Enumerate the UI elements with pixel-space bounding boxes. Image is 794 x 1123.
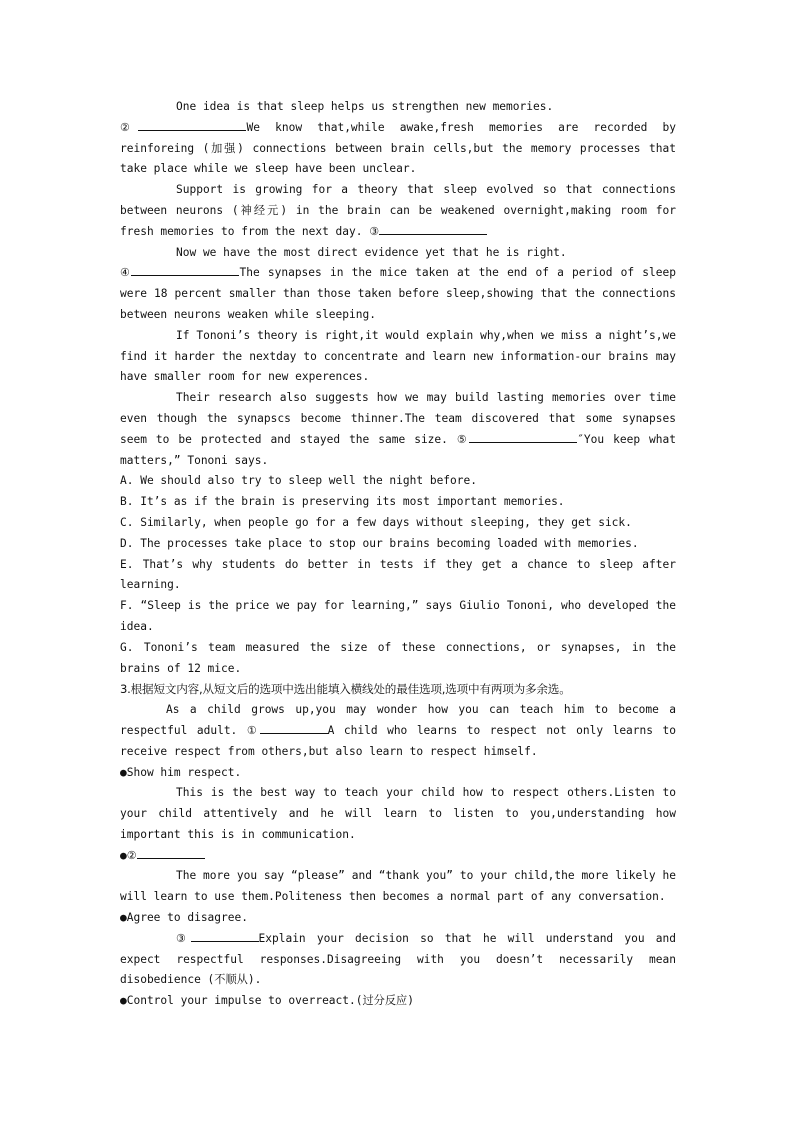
paragraph-text: Their research also suggests how we may build lasting memories over time even though the synapscs become thinner.The team discovered that some synapses seem to be protected and stayed the same size. (120, 391, 676, 446)
paragraph-text: As a child grows up,you may wonder how you can teach him to become a respectful adult. (120, 703, 676, 737)
answer-blank[interactable] (260, 721, 328, 734)
paragraph (120, 866, 676, 908)
option-a: A. We should also try to sleep well the night before. (120, 474, 477, 488)
blank-number: ④ (120, 266, 132, 280)
blank-number: ① (246, 723, 260, 737)
answer-blank[interactable] (131, 263, 239, 276)
option-b: B. It’s as if the brain is preserving its most important memories. (120, 495, 565, 509)
paragraph (120, 180, 676, 242)
blank-number: ●② (120, 848, 137, 862)
answer-blank[interactable] (469, 430, 577, 443)
paragraph-text: Now we have the most direct evidence yet that he is right. (176, 245, 567, 259)
paragraph (120, 700, 676, 762)
paragraph-text: This is the best way to teach your child how to respect others.Listen to your child attentively and he will learn to listen to you,understanding how important this is in communication. (120, 786, 676, 841)
question-instruction: 3.根据短文内容,从短文后的选项中选出能填入横线处的最佳选项,选项中有两项为多余选。 (120, 682, 571, 697)
answer-blank[interactable] (379, 222, 487, 235)
section-heading: ●Show him respect. (120, 765, 242, 779)
section-heading: ●Control your impulse to overreact.(过分反应) (120, 994, 414, 1008)
paragraph-text: The synapses in the mice taken at the end of a period of sleep were 18 percent smaller than those taken before sleep,showing that the connections between neurons weaken while sleeping. (120, 266, 676, 321)
option-g: G. Tononi’s team measured the size of these connections, or synapses, in the brains of 12 mice. (120, 640, 676, 675)
option-c: C. Similarly, when people go for a few days without sleeping, they get sick. (120, 515, 632, 529)
paragraph-text: If Tononi’s theory is right,it would explain why,when we miss a night’s,we find it harder the nextday to concentrate and learn new information-our brains may have smaller room for new experences. (120, 328, 676, 384)
paragraph (120, 118, 676, 180)
answer-blank[interactable] (138, 118, 246, 131)
blank-number: ③ (369, 224, 380, 238)
section-heading: ●Agree to disagree. (120, 911, 248, 925)
paragraph (120, 783, 676, 845)
document-page (120, 97, 676, 1012)
paragraph-text: ″You keep what matters,” Tononi says. (120, 432, 676, 467)
option-e: E. That’s why students do better in tests if they get a chance to sleep after learning. (120, 557, 676, 592)
paragraph-text: Support is growing for a theory that sleep evolved so that connections between neurons (神经元) in the brain can be weakened overnight,making room for fresh memories to from the next day. (120, 183, 676, 238)
option-f: F. “Sleep is the price we pay for learning,” says Giulio Tononi, who developed the idea. (120, 599, 676, 633)
paragraph-text: One idea is that sleep helps us strengthen new memories. (176, 100, 554, 113)
blank-number: ⑤ (456, 432, 470, 446)
paragraph (120, 929, 676, 991)
paragraph (120, 326, 676, 388)
paragraph-text: We know that,while awake,fresh memories are recorded by reinforeing (加强) connections between brain cells,but the memory processes that take place while we sleep have been unclear. (120, 120, 677, 176)
paragraph (120, 97, 676, 118)
blank-number: ③ (176, 931, 191, 945)
paragraph-text: A child who learns to respect not only learns to receive respect from others,but also learn to respect himself. (120, 723, 676, 758)
answer-blank[interactable] (137, 846, 205, 859)
option-d: D. The processes take place to stop our brains becoming loaded with memories. (120, 536, 639, 550)
answer-blank[interactable] (191, 929, 259, 942)
section-heading (120, 846, 676, 867)
blank-number: ② (120, 120, 139, 134)
paragraph-text: Explain your decision so that he will understand you and expect respectful responses.Disagreeing with you doesn’t necessarily mean disobedience (不顺从). (120, 931, 677, 987)
paragraph-text: The more you say “please” and “thank you” to your child,the more likely he will learn to use them.Politeness then becomes a normal part of any conversation. (120, 869, 676, 904)
paragraph (120, 243, 676, 264)
paragraph (120, 263, 676, 325)
paragraph (120, 388, 676, 471)
